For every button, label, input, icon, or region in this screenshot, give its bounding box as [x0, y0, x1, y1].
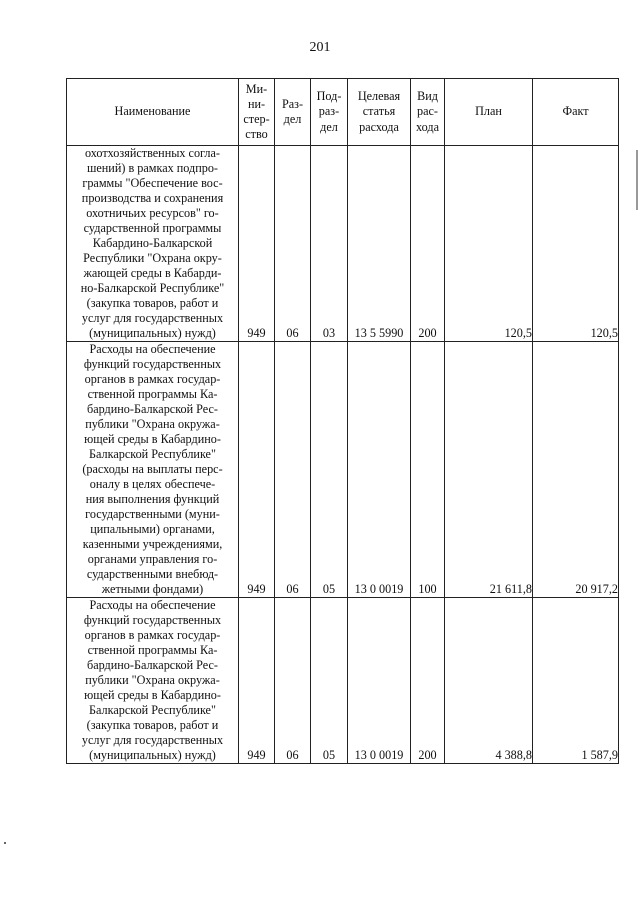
row-subsection: 05: [311, 598, 348, 764]
row-subsection: 05: [311, 342, 348, 598]
row-plan: 21 611,8: [445, 342, 533, 598]
row-plan: 4 388,8: [445, 598, 533, 764]
row-fact: 20 917,2: [533, 342, 619, 598]
table-row: [67, 598, 619, 764]
row-target-article: 13 0 0019: [348, 598, 411, 764]
row-section: 06: [275, 342, 311, 598]
row-ministry: 949: [239, 342, 275, 598]
row-name: Расходы на обеспечение функций государственных органов в рамках государ- ственной программы Ка- бардино-Балкарской Рес- публики "Охрана окружа- ющей среды в Кабардино- Балкарской Республике" (закупка товаров, работ и услуг для государственных (муниципальных) нужд): [67, 598, 239, 764]
row-name: Расходы на обеспечение функций государственных органов в рамках государ- ственной программы Ка- бардино-Балкарской Рес- публики "Охрана окружа- ющей среды в Кабардино- Балкарской Республике" (расходы на выплаты перс- оналу в целях обеспече- ния выполнения функций государственными (муни- ципальными) органами, казенными учреждениями, органами управления го- сударственными внебюд- жетными фондами): [67, 342, 239, 598]
row-section: 06: [275, 598, 311, 764]
row-ministry: 949: [239, 598, 275, 764]
row-expense-type: 200: [411, 598, 445, 764]
row-fact: 1 587,9: [533, 598, 619, 764]
page-number: 201: [309, 40, 331, 55]
scan-dust-mark: [4, 842, 6, 844]
scan-edge-mark: [636, 150, 638, 210]
row-name: охотхозяйственных согла- шений) в рамках подпро- граммы "Обеспечение вос- производства и сохранения охотничьих ресурсов" го- сударственной программы Кабардино-Балкарской Республики "Охрана окру- жающей среды в Кабарди- но-Балкарской Республике" (закупка товаров, работ и услуг для государственных (муниципальных) нужд): [67, 146, 239, 342]
row-expense-type: 100: [411, 342, 445, 598]
row-expense-type: 200: [411, 146, 445, 342]
table-row: [67, 146, 619, 342]
header-expense-type: Вид рас- хода: [411, 79, 445, 146]
table-header-row: [67, 79, 619, 146]
table-row: [67, 342, 619, 598]
row-plan: 120,5: [445, 146, 533, 342]
row-section: 06: [275, 146, 311, 342]
header-name: Наименование: [67, 79, 239, 146]
header-ministry: Ми- ни- стер- ство: [239, 79, 275, 146]
row-subsection: 03: [311, 146, 348, 342]
row-fact: 120,5: [533, 146, 619, 342]
header-plan: План: [445, 79, 533, 146]
header-target-article: Целевая статья расхода: [348, 79, 411, 146]
header-subsection: Под- раз- дел: [311, 79, 348, 146]
row-target-article: 13 5 5990: [348, 146, 411, 342]
budget-table: [66, 78, 619, 764]
row-target-article: 13 0 0019: [348, 342, 411, 598]
header-fact: Факт: [533, 79, 619, 146]
header-section: Раз- дел: [275, 79, 311, 146]
row-ministry: 949: [239, 146, 275, 342]
